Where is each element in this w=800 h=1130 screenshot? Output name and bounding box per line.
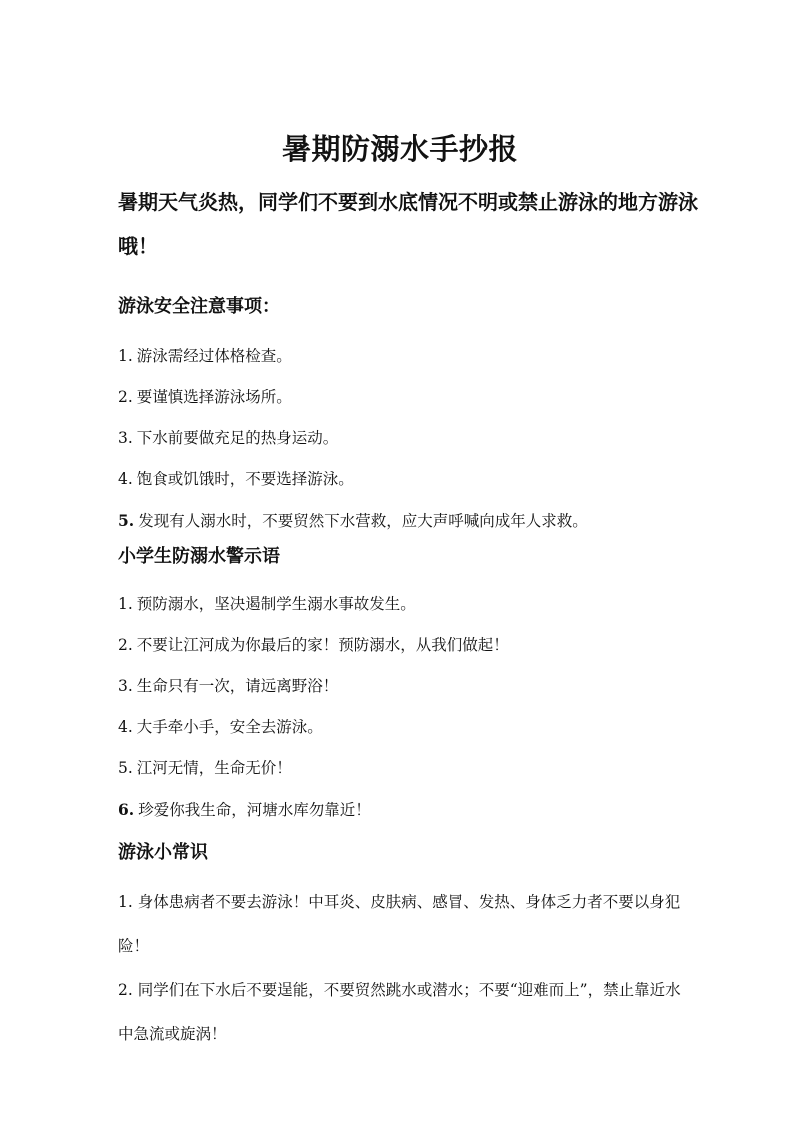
slogan-list — [118, 584, 718, 831]
item-number: 5. — [118, 511, 135, 530]
list-item — [118, 584, 718, 625]
item-text: 发现有人溺水时，不要贸然下水营救，应大声呼喊向成年人求救。 — [138, 512, 588, 530]
intro-paragraph: 暑期天气炎热，同学们不要到水底情况不明或禁止游泳的地方游泳哦！ — [118, 190, 698, 258]
section-heading: 游泳安全注意事项： — [118, 296, 280, 317]
list-item — [118, 666, 718, 707]
item-text: 珍爱你我生命，河塘水库勿靠近！ — [138, 801, 371, 819]
list-item — [118, 336, 718, 377]
item-number: 2. — [118, 388, 133, 406]
item-number: 5. — [118, 759, 133, 777]
item-number: 1. — [118, 347, 133, 365]
list-item — [118, 880, 683, 968]
section-heading: 小学生防溺水警示语 — [118, 546, 280, 567]
section-swimming-safety — [118, 292, 718, 542]
item-text: 预防溺水，坚决遏制学生溺水事故发生。 — [136, 595, 416, 613]
item-text: 大手牵小手，安全去游泳。 — [136, 718, 323, 736]
safety-list — [118, 336, 718, 542]
item-text: 江河无情，生命无价！ — [136, 759, 292, 777]
list-item — [118, 968, 683, 1056]
item-number: 4. — [118, 470, 133, 488]
list-item — [118, 748, 718, 789]
list-item — [118, 625, 718, 666]
item-text: 不要让江河成为你最后的家！预防溺水，从我们做起！ — [136, 636, 509, 654]
item-number: 3. — [118, 677, 133, 695]
section-warning-slogans — [118, 542, 718, 831]
list-item — [118, 459, 718, 500]
item-number: 3. — [118, 429, 133, 447]
list-item — [118, 789, 718, 831]
section-heading: 游泳小常识 — [118, 842, 208, 863]
item-number: 1. — [118, 595, 133, 613]
item-text: 游泳需经过体格检查。 — [136, 347, 292, 365]
item-text: 同学们在下水后不要逞能，不要贸然跳水或潜水；不要“迎难而上”，禁止靠近水中急流或旋涡！ — [118, 981, 681, 1043]
list-item — [118, 500, 718, 542]
tips-list — [118, 880, 718, 1056]
item-text: 下水前要做充足的热身运动。 — [136, 429, 339, 447]
item-number: 2. — [118, 981, 133, 999]
item-text: 饱食或饥饿时，不要选择游泳。 — [136, 470, 354, 488]
item-text: 身体患病者不要去游泳！中耳炎、皮肤病、感冒、发热、身体乏力者不要以身犯险！ — [118, 893, 681, 955]
item-number: 6. — [118, 800, 135, 819]
page-title: 暑期防溺水手抄报 — [281, 132, 518, 167]
section-swimming-tips — [118, 838, 718, 1056]
item-number: 1. — [118, 893, 133, 911]
item-number: 2. — [118, 636, 133, 654]
item-number: 4. — [118, 718, 133, 736]
item-text: 生命只有一次，请远离野浴！ — [136, 677, 339, 695]
list-item — [118, 377, 718, 418]
item-text: 要谨慎选择游泳场所。 — [136, 388, 292, 406]
list-item — [118, 707, 718, 748]
list-item — [118, 418, 718, 459]
